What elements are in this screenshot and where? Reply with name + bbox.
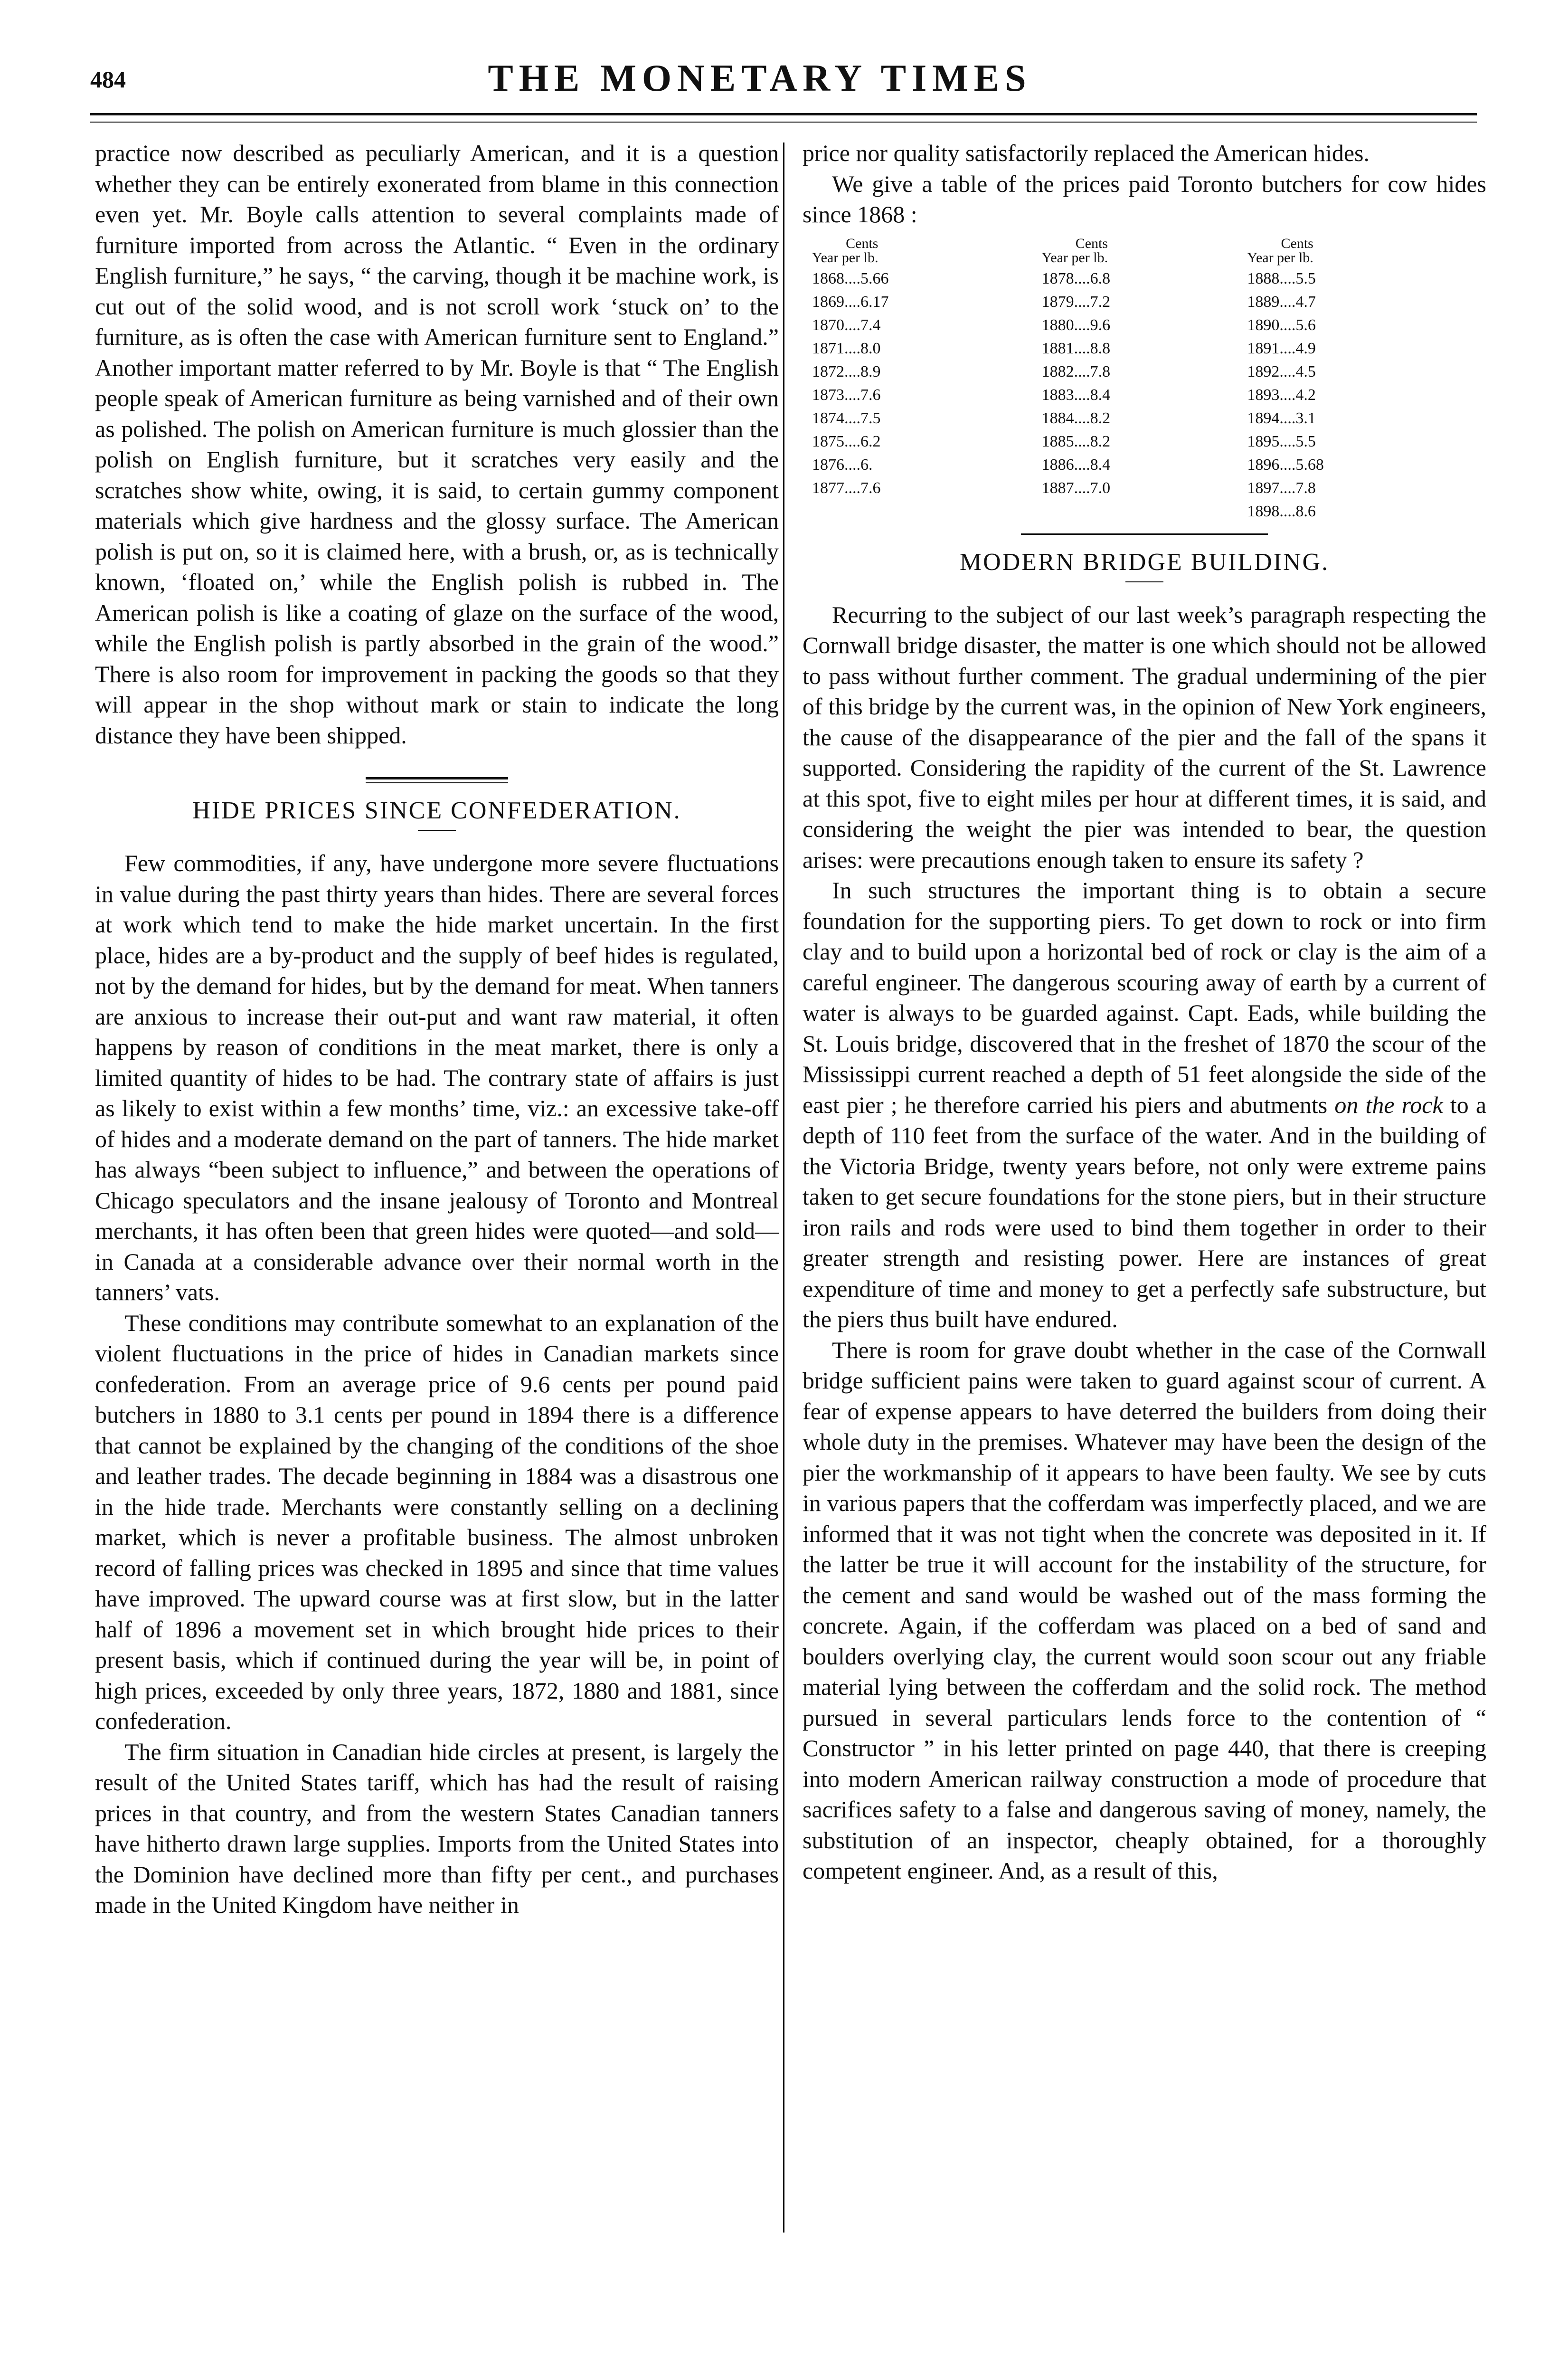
heading-dash <box>418 830 456 831</box>
table-rule <box>1021 533 1268 535</box>
table-cell: 1895....5.5 <box>1247 432 1316 450</box>
table-row <box>812 430 1477 453</box>
table-cell: 1875....6.2 <box>812 432 881 450</box>
hides-continuation: price nor quality satisfactorily replaced the American hides. <box>803 140 1370 166</box>
table-cell <box>812 500 1042 523</box>
table-row <box>812 337 1477 360</box>
header-cents: Cents <box>1281 235 1313 251</box>
table-cell: 1890....5.6 <box>1247 316 1316 334</box>
table-row <box>812 267 1477 290</box>
table-row <box>812 476 1477 500</box>
table-cell: 1897....7.8 <box>1247 479 1316 497</box>
left-column <box>95 138 779 2228</box>
table-cell: 1887....7.0 <box>1041 479 1111 497</box>
table-cell: 1879....7.2 <box>1041 293 1111 311</box>
header-year: Year <box>812 249 839 266</box>
bridge-paragraph-2-start: In such structures the important thing is to obtain a secure foundation for the supporting piers. To get down to rock or into firm clay and to build upon a horizontal bed of rock or clay is the aim of a careful engineer. The dangerous scouring away of earth by a current of water is always to be guarded against. Capt. Eads, while building the St. Louis bridge, discovered that in the freshet of 1870 the scour of the Mississippi current reached a depth of 51 feet alongside the side of the east pier ; he therefore carried his piers and abutments <box>803 877 1486 1118</box>
table-header-col-3 <box>1247 237 1477 267</box>
bridge-paragraph-3: There is room for grave doubt whether in the case of the Cornwall bridge sufficient pains were taken to guard against scour of current. A fear of expense appears to have deterred the builders from doing their whole duty in the premises. Whatever may have been the design of the pier the workmanship of it appears to have been faulty. We see by cuts in various papers that the cofferdam was imperfectly placed, and we are informed that it was not tight when the concrete was deposited in it. If the latter be true it will account for the instability of the structure, for the cement and sand would be washed out of the mass forming the concrete. Again, if the cofferdam was placed on a bed of sand and boulders overlying clay, the current would soon scour out any friable material lying between the cofferdam and the solid rock. The method pursued in several particulars lends force to the contention of “ Constructor ” in his letter printed on page 440, that there is creeping into modern American railway construction a mode of procedure that sacrifices safety to a false and dangerous saving of money, namely, the substitution of an inspector, cheaply obtained, for a thoroughly competent engineer. And, as a result of this, <box>803 1336 1486 1884</box>
table-row <box>812 500 1477 523</box>
table-cell: 1885....8.2 <box>1041 432 1111 450</box>
hide-price-table <box>812 237 1477 523</box>
table-row <box>812 314 1477 337</box>
table-cell: 1869....6.17 <box>812 293 889 311</box>
table-row <box>812 290 1477 314</box>
table-cell: 1888....5.5 <box>1247 269 1316 287</box>
table-cell: 1871....8.0 <box>812 339 881 357</box>
table-cell: 1870....7.4 <box>812 316 881 334</box>
table-row <box>812 453 1477 476</box>
table-cell: 1896....5.68 <box>1247 456 1324 474</box>
page-number: 484 <box>90 66 126 93</box>
table-cell: 1877....7.6 <box>812 479 881 497</box>
table-cell: 1882....7.8 <box>1041 362 1111 380</box>
table-cell: 1876....6. <box>812 456 873 474</box>
table-cell: 1878....6.8 <box>1041 269 1111 287</box>
table-cell: 1892....4.5 <box>1247 362 1316 380</box>
header-rule-thick <box>90 113 1477 115</box>
header-year: Year <box>1247 249 1274 266</box>
table-header-row <box>812 237 1477 267</box>
table-intro: We give a table of the prices paid Toronto butchers for cow hides since 1868 : <box>803 170 1486 228</box>
on-the-rock-emphasis: on the rock <box>1334 1091 1443 1118</box>
header-per-lb: per lb. <box>1277 249 1313 266</box>
masthead-title: THE MONETARY TIMES <box>488 57 1032 99</box>
table-cell: 1881....8.8 <box>1041 339 1111 357</box>
table-cell: 1893....4.2 <box>1247 386 1316 404</box>
bridge-paragraph-2-end: to a depth of 110 feet from the surface of the water. And in the building of the Victoria Bridge, twenty years before, not only were extreme pains taken to get secure foundations for the stone piers, but in their structure iron rails and rods were used to bind them together in order to their greater strength and resisting power. Here are instances of great expenditure of time and money to get a perfectly safe substructure, but the piers thus built have endured. <box>803 1091 1486 1332</box>
table-cell: 1898....8.6 <box>1247 502 1316 520</box>
furniture-paragraph: practice now described as peculiarly American, and it is a question whether they can be entirely exonerated from blame in this connection even yet. Mr. Boyle calls attention to several complaints made of furniture imported from across the Atlantic. “ Even in the ordinary English furniture,” he says, “ the carving, though it be machine work, is cut out of the solid wood, and is not scroll work ‘stuck on’ to the furniture, as is often the case with American furniture sent to England.” Another important matter referred to by Mr. Boyle is that “ The English people speak of American furniture as being varnished and of their own as polished. The polish on American furniture is much glossier than the polish on English furniture, but it scratches very easily and the scratches show white, owing, it is said, to certain gummy component materials which give hardness and the glossy surface. The American polish is put on, so it is claimed here, with a brush, or, as is technically known, ‘floated on,’ while the English polish is rubbed in. The American polish is like a coating of glaze on the surface of the wood, while the English polish is partly absorbed in the grain of the wood.” There is also room for improvement in packing the goods so that they will appear in the shop without mark or stain to indicate the long distance they have been shipped. <box>95 140 779 749</box>
table-cell: 1886....8.4 <box>1041 456 1111 474</box>
header-per-lb: per lb. <box>841 249 878 266</box>
table-row <box>812 360 1477 383</box>
table-cell: 1880....9.6 <box>1041 316 1111 334</box>
hide-prices-paragraph-1: Few commodities, if any, have undergone more severe fluctuations in value during the past thirty years than hides. There are several forces at work which tend to make the hide market uncertain. In the first place, hides are a by-product and the supply of beef hides is regulated, not by the demand for hides, but by the demand for meat. When tanners are anxious to increase their out-put and want raw material, it often happens by reason of conditions in the meat market, there is only a limited quantity of hides to be had. The contrary state of affairs is just as likely to exist within a few months’ time, viz.: an excessive take-off of hides and a moderate demand on the part of tanners. The hide market has always “been subject to influence,” and between the operations of Chicago speculators and the insane jealousy of Toronto and Montreal merchants, it has often been that green hides were quoted—and sold—in Canada at a considerable advance over their normal worth in the tanners’ vats. <box>95 850 779 1305</box>
header-cents: Cents <box>846 235 878 251</box>
table-cell: 1873....7.6 <box>812 386 881 404</box>
header-rule-thin <box>90 122 1477 123</box>
table-header-col-1 <box>812 237 1042 267</box>
hide-prices-paragraph-2: These conditions may contribute somewhat to an explanation of the violent fluctuations in the price of hides in Canadian markets since confederation. From an average price of 9.6 cents per pound paid butchers in 1880 to 3.1 cents per pound in 1894 there is a difference that cannot be explained by the changing of the conditions of the shoe and leather trades. The decade beginning in 1884 was a disastrous one in the hide trade. Merchants were constantly selling on a declining market, which is never a profitable business. The almost unbroken record of falling prices was checked in 1895 and since that time values have improved. The upward course was at first slow, but in the latter half of 1896 a movement set in which brought hide prices to their present basis, which if continued during the year will be, in point of high prices, exceeded by only three years, 1872, 1880 and 1881, since confederation. <box>95 1309 779 1734</box>
heading-dash <box>1125 581 1163 582</box>
bridge-paragraph-2 <box>803 875 1486 1335</box>
table-header-col-2 <box>1042 237 1247 267</box>
column-divider <box>783 143 784 2233</box>
hide-prices-heading: HIDE PRICES SINCE CONFEDERATION. <box>192 797 681 824</box>
table-cell: 1872....8.9 <box>812 362 881 380</box>
section-rule-thin <box>366 782 508 783</box>
header-cents: Cents <box>1075 235 1108 251</box>
table-row <box>812 407 1477 430</box>
table-cell: 1884....8.2 <box>1041 409 1111 427</box>
table-cell: 1868....5.66 <box>812 269 889 287</box>
section-rule-thick <box>366 777 508 779</box>
table-cell: 1889....4.7 <box>1247 293 1316 311</box>
table-cell: 1883....8.4 <box>1041 386 1111 404</box>
table-cell: 1894....3.1 <box>1247 409 1316 427</box>
bridge-building-heading: MODERN BRIDGE BUILDING. <box>959 548 1330 576</box>
header-per-lb: per lb. <box>1071 249 1108 266</box>
table-row <box>812 383 1477 407</box>
right-column <box>803 138 1486 2228</box>
table-cell: 1891....4.9 <box>1247 339 1316 357</box>
hide-prices-paragraph-3: The firm situation in Canadian hide circles at present, is largely the result of the United States tariff, which has had the result of raising prices in that country, and from the western States Canadian tanners have hitherto drawn large supplies. Imports from the United States into the Dominion have declined more than fifty per cent., and purchases made in the United Kingdom have neither in <box>95 1738 779 1918</box>
table-cell <box>1042 500 1247 523</box>
table-cell: 1874....7.5 <box>812 409 881 427</box>
header-year: Year <box>1041 249 1068 266</box>
bridge-paragraph-1: Recurring to the subject of our last week’s paragraph respecting the Cornwall bridge disaster, the matter is one which should not be allowed to pass without further comment. The gradual undermining of the pier of this bridge by the current was, in the opinion of New York engineers, the cause of the disappearance of the pier and the fall of the spans it supported. Considering the rapidity of the current of the St. Lawrence at this spot, five to eight miles per hour at different times, it is said, and considering the weight the pier was intended to bear, the question arises: were precautions enough taken to ensure its safety ? <box>803 601 1486 873</box>
